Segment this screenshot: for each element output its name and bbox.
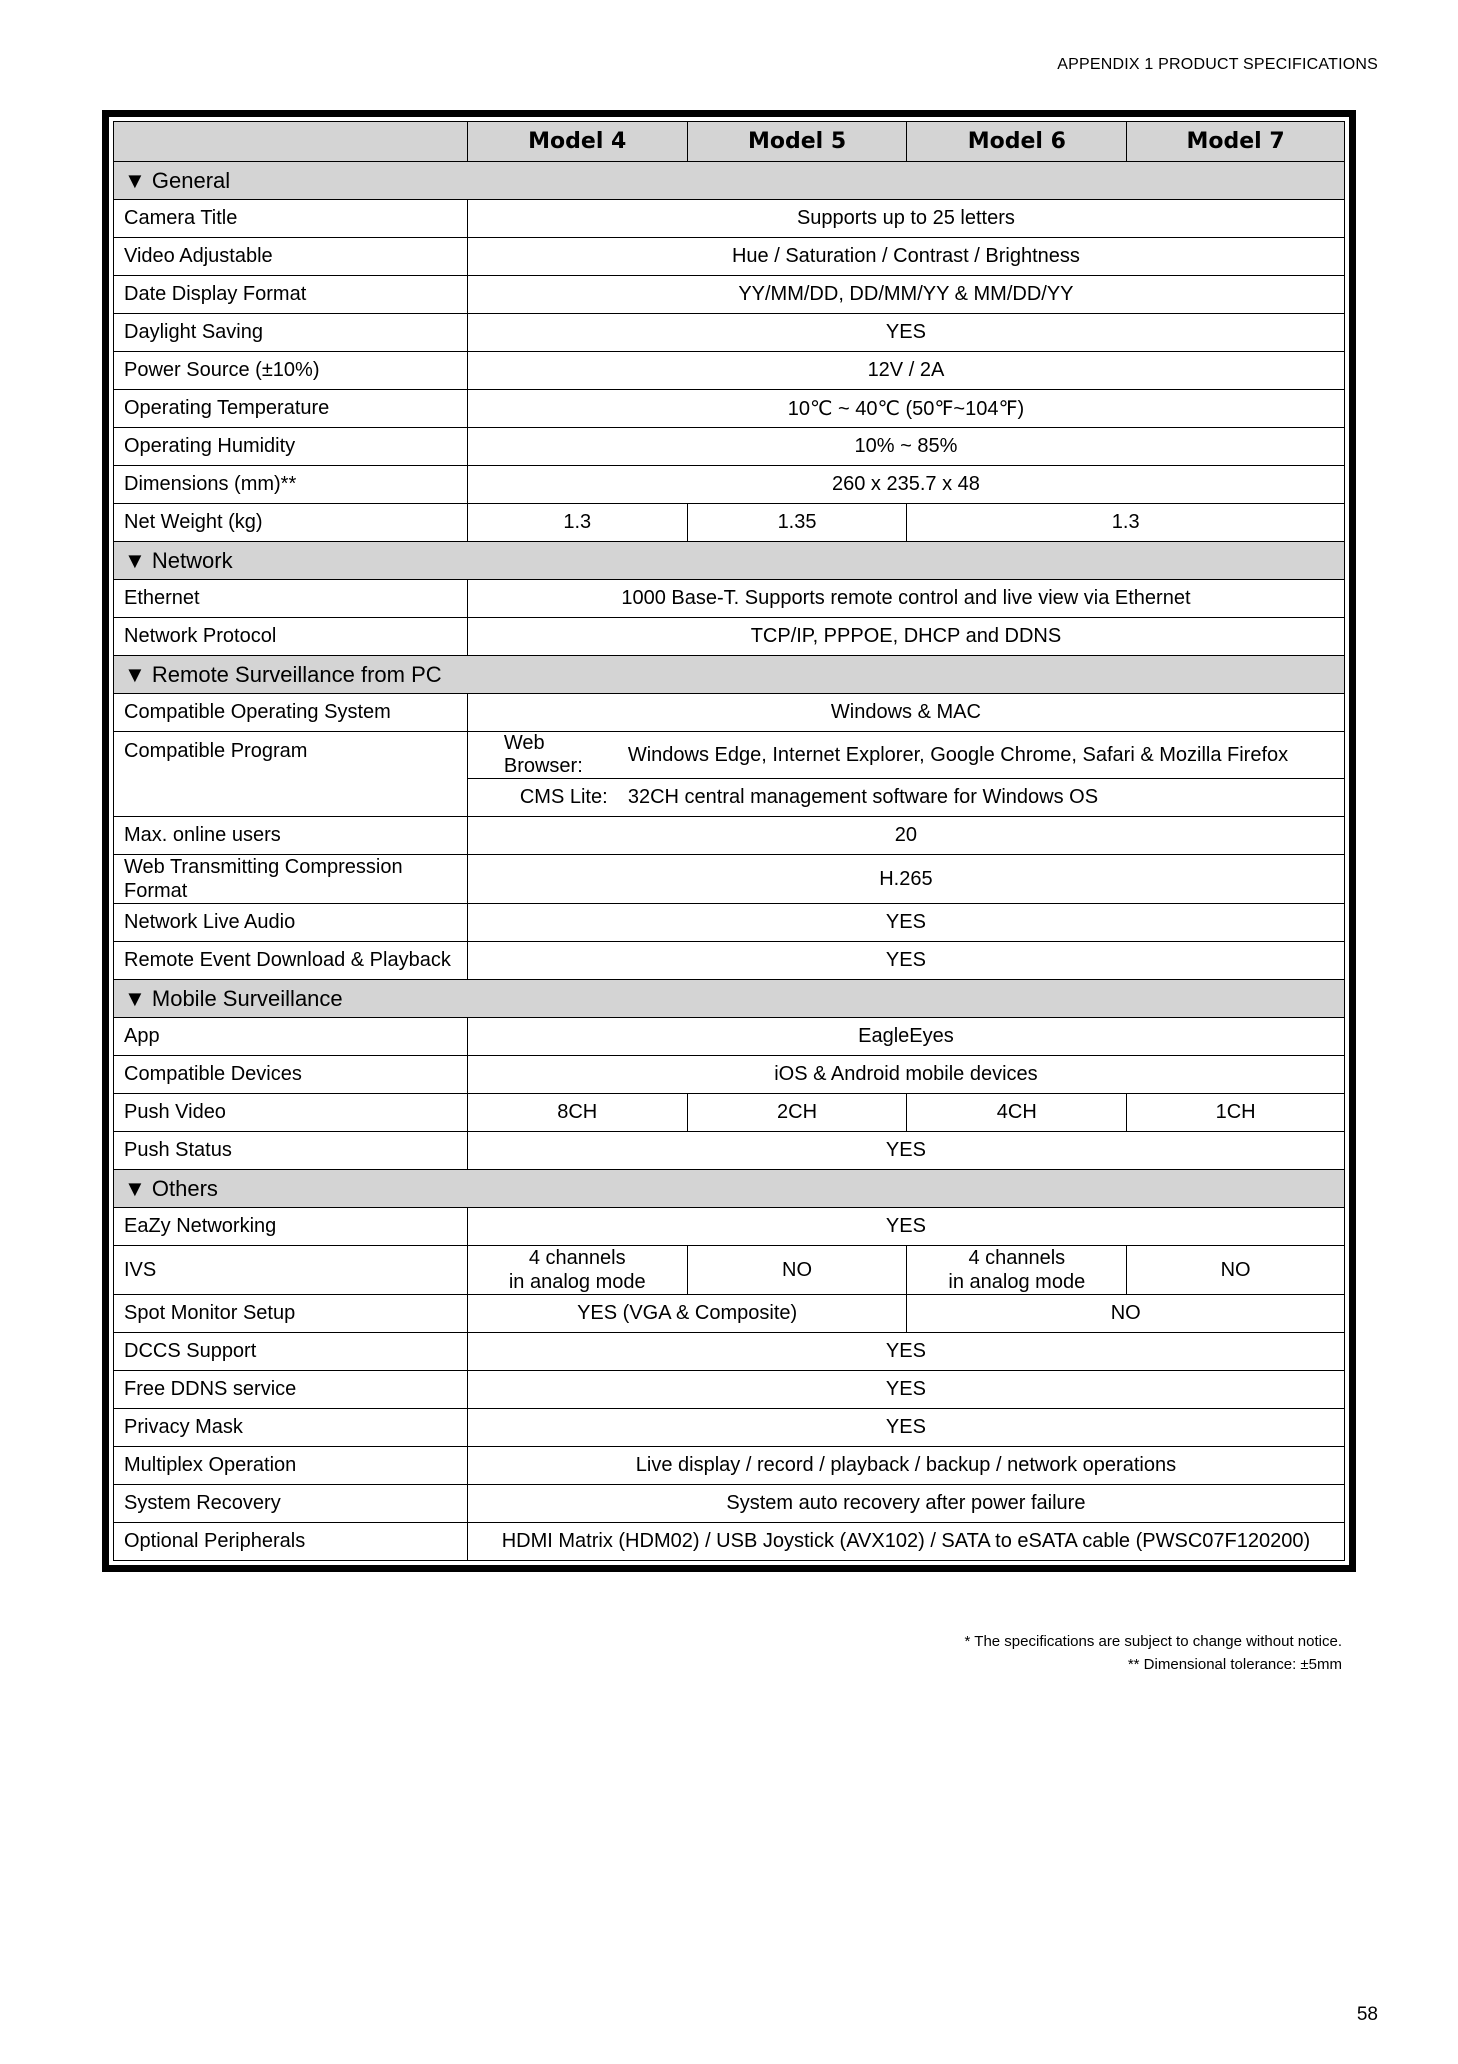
row-value-line: in analog mode xyxy=(948,1271,1086,1293)
row-value: YES xyxy=(467,1409,1344,1447)
table-row xyxy=(114,1246,1345,1295)
section-row xyxy=(114,162,1345,200)
row-label: Network Live Audio xyxy=(114,904,468,942)
section-row xyxy=(114,980,1345,1018)
spec-table-frame xyxy=(102,110,1356,1572)
row-label: Camera Title xyxy=(114,200,468,238)
row-value: 10℃ ~ 40℃ (50℉~104℉) xyxy=(467,390,1344,428)
row-value: YES xyxy=(467,1208,1344,1246)
table-row xyxy=(114,1132,1345,1170)
row-value: YES xyxy=(467,1132,1344,1170)
row-label: Operating Humidity xyxy=(114,428,468,466)
row-value: 1000 Base-T. Supports remote control and live view via Ethernet xyxy=(467,580,1344,618)
row-label: Daylight Saving xyxy=(114,314,468,352)
column-header: Model 5 xyxy=(687,122,907,162)
row-label: Network Protocol xyxy=(114,618,468,656)
row-label: App xyxy=(114,1018,468,1056)
row-label-line: Web Transmitting Compression xyxy=(124,856,403,878)
table-header-row xyxy=(114,122,1345,162)
table-row xyxy=(114,1409,1345,1447)
table-row xyxy=(114,352,1345,390)
table-row xyxy=(114,580,1345,618)
row-label: Privacy Mask xyxy=(114,1409,468,1447)
row-value: Hue / Saturation / Contrast / Brightness xyxy=(467,238,1344,276)
row-value: 8CH xyxy=(467,1094,687,1132)
row-value: iOS & Android mobile devices xyxy=(467,1056,1344,1094)
row-value: 1.3 xyxy=(907,504,1345,542)
row-label: Compatible Operating System xyxy=(114,694,468,732)
row-value: 1.3 xyxy=(467,504,687,542)
row-label: Compatible Devices xyxy=(114,1056,468,1094)
section-row xyxy=(114,656,1345,694)
row-value: 2CH xyxy=(687,1094,907,1132)
table-row xyxy=(114,694,1345,732)
table-row xyxy=(114,428,1345,466)
table-row xyxy=(114,1208,1345,1246)
footnote: ** Dimensional tolerance: ±5mm xyxy=(1127,1656,1342,1673)
row-label: Ethernet xyxy=(114,580,468,618)
compatible-program-web xyxy=(467,732,1344,779)
row-label: EaZy Networking xyxy=(114,1208,468,1246)
row-label: Max. online users xyxy=(114,817,468,855)
row-label: Multiplex Operation xyxy=(114,1447,468,1485)
row-value: NO xyxy=(907,1295,1345,1333)
row-label-line: Format xyxy=(124,880,188,902)
row-value: YY/MM/DD, DD/MM/YY & MM/DD/YY xyxy=(467,276,1344,314)
row-value: YES xyxy=(467,314,1344,352)
table-row xyxy=(114,1018,1345,1056)
table-row xyxy=(114,732,1345,779)
row-label: Remote Event Download & Playback xyxy=(114,942,468,980)
row-value-line: 4 channels xyxy=(968,1247,1066,1269)
row-value: 10% ~ 85% xyxy=(467,428,1344,466)
row-label: Spot Monitor Setup xyxy=(114,1295,468,1333)
section-row xyxy=(114,542,1345,580)
row-value: Windows & MAC xyxy=(467,694,1344,732)
program-key: Web Browser: xyxy=(503,732,583,777)
table-row xyxy=(114,618,1345,656)
row-value: YES xyxy=(467,942,1344,980)
row-label: Operating Temperature xyxy=(114,390,468,428)
table-row xyxy=(114,314,1345,352)
row-label: Date Display Format xyxy=(114,276,468,314)
row-value: YES xyxy=(467,1333,1344,1371)
table-row xyxy=(114,466,1345,504)
column-header: Model 4 xyxy=(467,122,687,162)
compatible-program-cms xyxy=(467,779,1344,817)
section-row xyxy=(114,1170,1345,1208)
row-value: System auto recovery after power failure xyxy=(467,1485,1344,1523)
footnotes xyxy=(965,1630,1342,1676)
page-number: 58 xyxy=(1356,2004,1378,2025)
table-row xyxy=(114,904,1345,942)
row-value: NO xyxy=(687,1246,907,1295)
row-value: HDMI Matrix (HDM02) / USB Joystick (AVX102) / SATA to eSATA cable (PWSC07F120200) xyxy=(467,1523,1344,1561)
table-row xyxy=(114,1485,1345,1523)
row-value: YES (VGA & Composite) xyxy=(467,1295,907,1333)
row-label: Video Adjustable xyxy=(114,238,468,276)
table-row xyxy=(114,1295,1345,1333)
section-title: ▼ General xyxy=(114,162,1345,200)
table-row xyxy=(114,1447,1345,1485)
row-label: Dimensions (mm)** xyxy=(114,466,468,504)
column-header: Model 6 xyxy=(907,122,1127,162)
row-label: DCCS Support xyxy=(114,1333,468,1371)
row-value: EagleEyes xyxy=(467,1018,1344,1056)
program-key: CMS Lite: xyxy=(519,786,608,808)
row-value: YES xyxy=(467,1371,1344,1409)
row-value: 1.35 xyxy=(687,504,907,542)
row-value-line: in analog mode xyxy=(508,1271,646,1293)
page-header: APPENDIX 1 PRODUCT SPECIFICATIONS xyxy=(1057,56,1378,73)
row-value: 260 x 235.7 x 48 xyxy=(467,466,1344,504)
row-label: Net Weight (kg) xyxy=(114,504,468,542)
column-header: Model 7 xyxy=(1127,122,1345,162)
spec-table xyxy=(113,121,1345,1561)
row-value: Supports up to 25 letters xyxy=(467,200,1344,238)
row-label: Free DDNS service xyxy=(114,1371,468,1409)
row-label: Compatible Program xyxy=(114,732,468,817)
row-value: 4CH xyxy=(907,1094,1127,1132)
table-row xyxy=(114,855,1345,904)
row-value: 1CH xyxy=(1127,1094,1345,1132)
row-value xyxy=(467,1246,687,1295)
row-value: Live display / record / playback / backup / network operations xyxy=(467,1447,1344,1485)
table-row xyxy=(114,390,1345,428)
table-row xyxy=(114,817,1345,855)
section-title: ▼ Mobile Surveillance xyxy=(114,980,1345,1018)
header-empty-cell xyxy=(114,122,468,162)
row-value: NO xyxy=(1127,1246,1345,1295)
row-value: H.265 xyxy=(467,855,1344,904)
program-value: 32CH central management software for Windows OS xyxy=(627,786,1099,808)
table-row xyxy=(114,1523,1345,1561)
row-value: TCP/IP, PPPOE, DHCP and DDNS xyxy=(467,618,1344,656)
row-label: System Recovery xyxy=(114,1485,468,1523)
table-row xyxy=(114,1056,1345,1094)
table-row xyxy=(114,504,1345,542)
row-value: 12V / 2A xyxy=(467,352,1344,390)
table-row xyxy=(114,1094,1345,1132)
row-label: Push Video xyxy=(114,1094,468,1132)
row-label xyxy=(114,855,468,904)
row-label: Push Status xyxy=(114,1132,468,1170)
table-row xyxy=(114,276,1345,314)
table-row xyxy=(114,1333,1345,1371)
section-title: ▼ Network xyxy=(114,542,1345,580)
table-row xyxy=(114,942,1345,980)
table-row xyxy=(114,200,1345,238)
row-label: IVS xyxy=(114,1246,468,1295)
program-value: Windows Edge, Internet Explorer, Google Chrome, Safari & Mozilla Firefox xyxy=(627,743,1289,766)
row-value: 20 xyxy=(467,817,1344,855)
section-title: ▼ Remote Surveillance from PC xyxy=(114,656,1345,694)
section-title: ▼ Others xyxy=(114,1170,1345,1208)
row-label: Power Source (±10%) xyxy=(114,352,468,390)
table-row xyxy=(114,1371,1345,1409)
row-value xyxy=(907,1246,1127,1295)
row-value-line: 4 channels xyxy=(528,1247,626,1269)
table-row xyxy=(114,238,1345,276)
footnote: * The specifications are subject to change without notice. xyxy=(964,1633,1342,1650)
row-label: Optional Peripherals xyxy=(114,1523,468,1561)
row-value: YES xyxy=(467,904,1344,942)
